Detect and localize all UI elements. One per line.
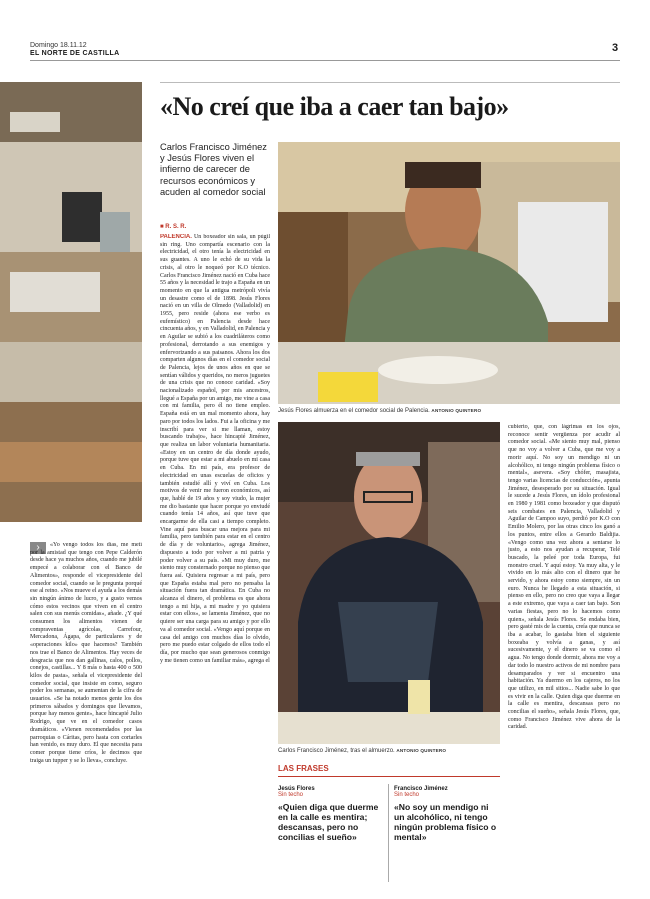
byline: ■ R. S. R.: [160, 224, 187, 230]
quote1-role: Sin techo: [278, 792, 304, 798]
kitchen-photo: [0, 82, 142, 522]
frases-rule: [278, 776, 500, 777]
quote2-role: Sin techo: [394, 792, 420, 798]
byline-author: R. S. R.: [165, 224, 187, 230]
quote2-name: Francisco Jiménez: [394, 786, 448, 792]
page-number: 3: [612, 42, 619, 54]
header-rule: [30, 60, 620, 61]
quote1-text: «Quien diga que duerme en la calle es mentira; descansas, pero no concilias el sueño»: [278, 802, 379, 842]
photo2-caption: [278, 748, 500, 754]
headline-rule: [160, 82, 620, 83]
quote-francisco-jimenez: [394, 786, 500, 842]
article-text-4: cubierto, que, con lágrimas en los ojos, reconoce sentir vergüenza por acudir al comedor social. «Me siento muy mal, pienso que no voy a volver a Cuba, que me voy a morir aquí. No soy un mendigo ni un alcohólico, ni tengo ningún problema físico o mental», asevera. «Soy chófer, masajista, tengo varias licencias de conducción», apunta Jiménez, desesperado por su situación. Igual le sucede a Jesús Flores, un ídolo profesional en 1980 y 1981 como boxeador y que disputó seis combates en Palencia, Valladolid y Aguilar de Campoo suyo, perdió por K.O con Emilio Molero, por las otras cinco los ganó a los puntos, entre ellos a Gerardo Baldijia. «Vengo como una vez ahora a sentarse lo justo, a esto nos ayudan a recuperar, Telé buscado, la peleé por toda Europa, fui monstro cruel. Y aquí estoy. Ya muy alta, y le vivido en lo más alto con el dinero que he servido, y ahora estoy como siempre, sin un euro. Nunca he llegado a esta situación, si pienso en ello, pero no creo que vaya a llegar a este extremo, que vaya a caer tan bajo. Son varias fiestas, pero no lo hacemos como quien», señala Jesús Flores. Se endaba bien, pero gasté mis de la cuenta, creía que nunca se iba a acabar, lo gastaba bien el siguiente boxeaba y volvía a ganas, y así sucesivamente, y el dinero se va como el agua. No tengo donde dormir, ahora me voy a dar todo lo nuestro activos de mi nombre para desamparados y ver si encuentro una habitación. Ya duermo en los cajeros, no los que utilizo, en mil sitios... Nadie sabe lo que es vivir en la calle. Quien diga que duerme en la calle es mentira, descansas pero no concilias el sueño», señala Jesús Flores, que, como Francisco Jiménez vive ahora de la caridad.: [508, 424, 620, 731]
quote1-name: Jesús Flores: [278, 786, 315, 792]
article-column-4: [508, 424, 620, 884]
article-column-1: [30, 542, 142, 884]
quote2-text: «No soy un mendigo ni un alcohólico, ni tengo ningún problema físico o mental»: [394, 802, 497, 842]
photo1-caption: [278, 408, 620, 414]
photo-carlos-jimenez: [278, 422, 500, 744]
headline: «No creí que iba a caer tan bajo»: [160, 92, 509, 121]
header-date: Domingo 18.11.12: [30, 42, 87, 49]
arrow-icon: ›: [30, 542, 46, 554]
article-column-2: [160, 234, 270, 884]
article-text-2: Un boxeador sin sala, un púgil sin ring. Uno compartía escenario con la electricidad, el otro tenía la electricidad en sus guantes. A uno le echó de su vida la crisis, al otro le noqueó por K.O técnico. Carlos Francisco Jiménez nació en Cuba hace 55 años y la necesidad le trajo a España en un momento en que la antigua metrópoli vivía un desastre como el de 1898. Jesús Flores nació en un villa de Olmedo (Valladolid) en 1955, pero reside (ahora ese verbo es eufemístico) en Palencia desde hace cincuenta años, y en Valladolid, en Palencia y en Aguilar se subió a los cuadriláteros como profesional, derrotando a sus enemigos y enfervorizando a sus paisanos. Ahora los dos comparten algunos días en el comedor social de Palencia, lejos de unos años en que se sentían válidos y queridos, no meros juguetes de una crisis que no conoce caridad. «Soy nacionalizado español, por mis ancestros, llegué a España por un amigo, me vine a casa con mi familia, pero él no tiene empleo. España está en un mal momento ahora, hay paro por todos los lados. Fui a la oficina y me inscribí para ver si me llaman, estoy buscando trabajo», hace hincapié Jiménez, que realiza un labor voluntaria humanitaria. «Estoy en un centro de día donde ayudo, porque tuve que estar a mi abuelo en mi casa en Cuba. En mi país, era profesor de electricidad en unas escuelas de oficios y también estudié allí y viví en Cuba. Los motivos de venir me fueron económicos, así que, hablé de 19 años y soy viudo, la mujer me dio bastante que hacer porque yo enviudé cuando tenía 14 años, así que tuve que encargarme de ella casi a tiempo completo. Vine aquí para buscar una mejora para mi familia, pero también para estar en el centro de día y de voluntario», agrega Jiménez, dispuesto a todo por volver a mi patria y poder volver a su país. «Mi muy duro, me siento muy consternado porque no pienso que fuera así. Quisiera regresar a mi país, pero que España estaba mal pero no pensaba la situación fuera tan dramática. En Cuba no alcanza el dinero, el problema es que ahora tengo a mi hija, a mi madre y yo quisiera estar con ellos», se lamenta Jiménez, que no quiere ser una carga para su amigo y por ello va al comedor social. «Vengo aquí porque en casa del amigo con muchos días lo olvido, pero me puedo estar colgado de ellos todo el día, por mucho que sean generosos conmigo y me tienen como un familiar más», agrega el: [160, 234, 270, 664]
frases-title: LAS FRASES: [278, 764, 329, 773]
article-text-1: «Yo vengo todos los días, me metí por la amistad que tengo con Pepe Calderón desde hace ya muchos años, cuando me jubilé empecé a colaborar con el Banco de Alimentos», responde el vicepresidente del comedor social, cuando se le pregunta porqué ese al reino. «Nos mueve el ayuda a los demás sin ningún ánimo de lucro, y a gusto vemos cómo estos vecinos que viven en el centro salen con sus menús comidas», añade. ¿Y qué consumen los alimentos vienen de compraventas agrícolas, Carrefour, Mercadona, Ágapa, de particulares y de «operaciones kilo» que hacemos? También nos trae el Banco de Alimentos. Hay veces de desgracia que nos dan gallinas, calos, pollos, conejos, castillas... Y 8 más o hasta 400 o 500 kilos de pasta», señala el vicepresidente del comedor social, que insiste en como, seguro poder los semanas, se aumentan de la cifra de usuarios. «Se ha notado menos gente los dos primeros sábados y domingos que llevamos, porque hay menos gente», hace hincapié Julio Rodrigo, que ve en el comedor casos dramáticos. «Vienen recomendados por las parroquias o Cáritas, pero hasta con cortarles han venido, es muy duro. El que necesita para comer porque tiene críos, le decimos que traiga un tupper y se lo lleva», concluye.: [30, 542, 142, 764]
photo2-credit: ANTONIO QUINTERO: [396, 748, 447, 753]
photo1-caption-text: Jesús Flores almuerza en el comedor social de Palencia.: [278, 408, 430, 414]
quotes-divider: [388, 784, 389, 882]
photo2-caption-text: Carlos Francisco Jiménez, tras el almuerzo.: [278, 748, 395, 754]
photo1-credit: ANTONIO QUINTERO: [431, 408, 482, 413]
dateline: PALENCIA.: [160, 234, 192, 240]
photo-jesus-flores: [278, 142, 620, 404]
header-paper-name: EL NORTE DE CASTILLA: [30, 50, 120, 57]
deck: Carlos Francisco Jiménez y Jesús Flores viven el infierno de carecer de recursos económicos y acuden al comedor social: [160, 142, 267, 197]
quote-jesus-flores: [278, 786, 382, 842]
